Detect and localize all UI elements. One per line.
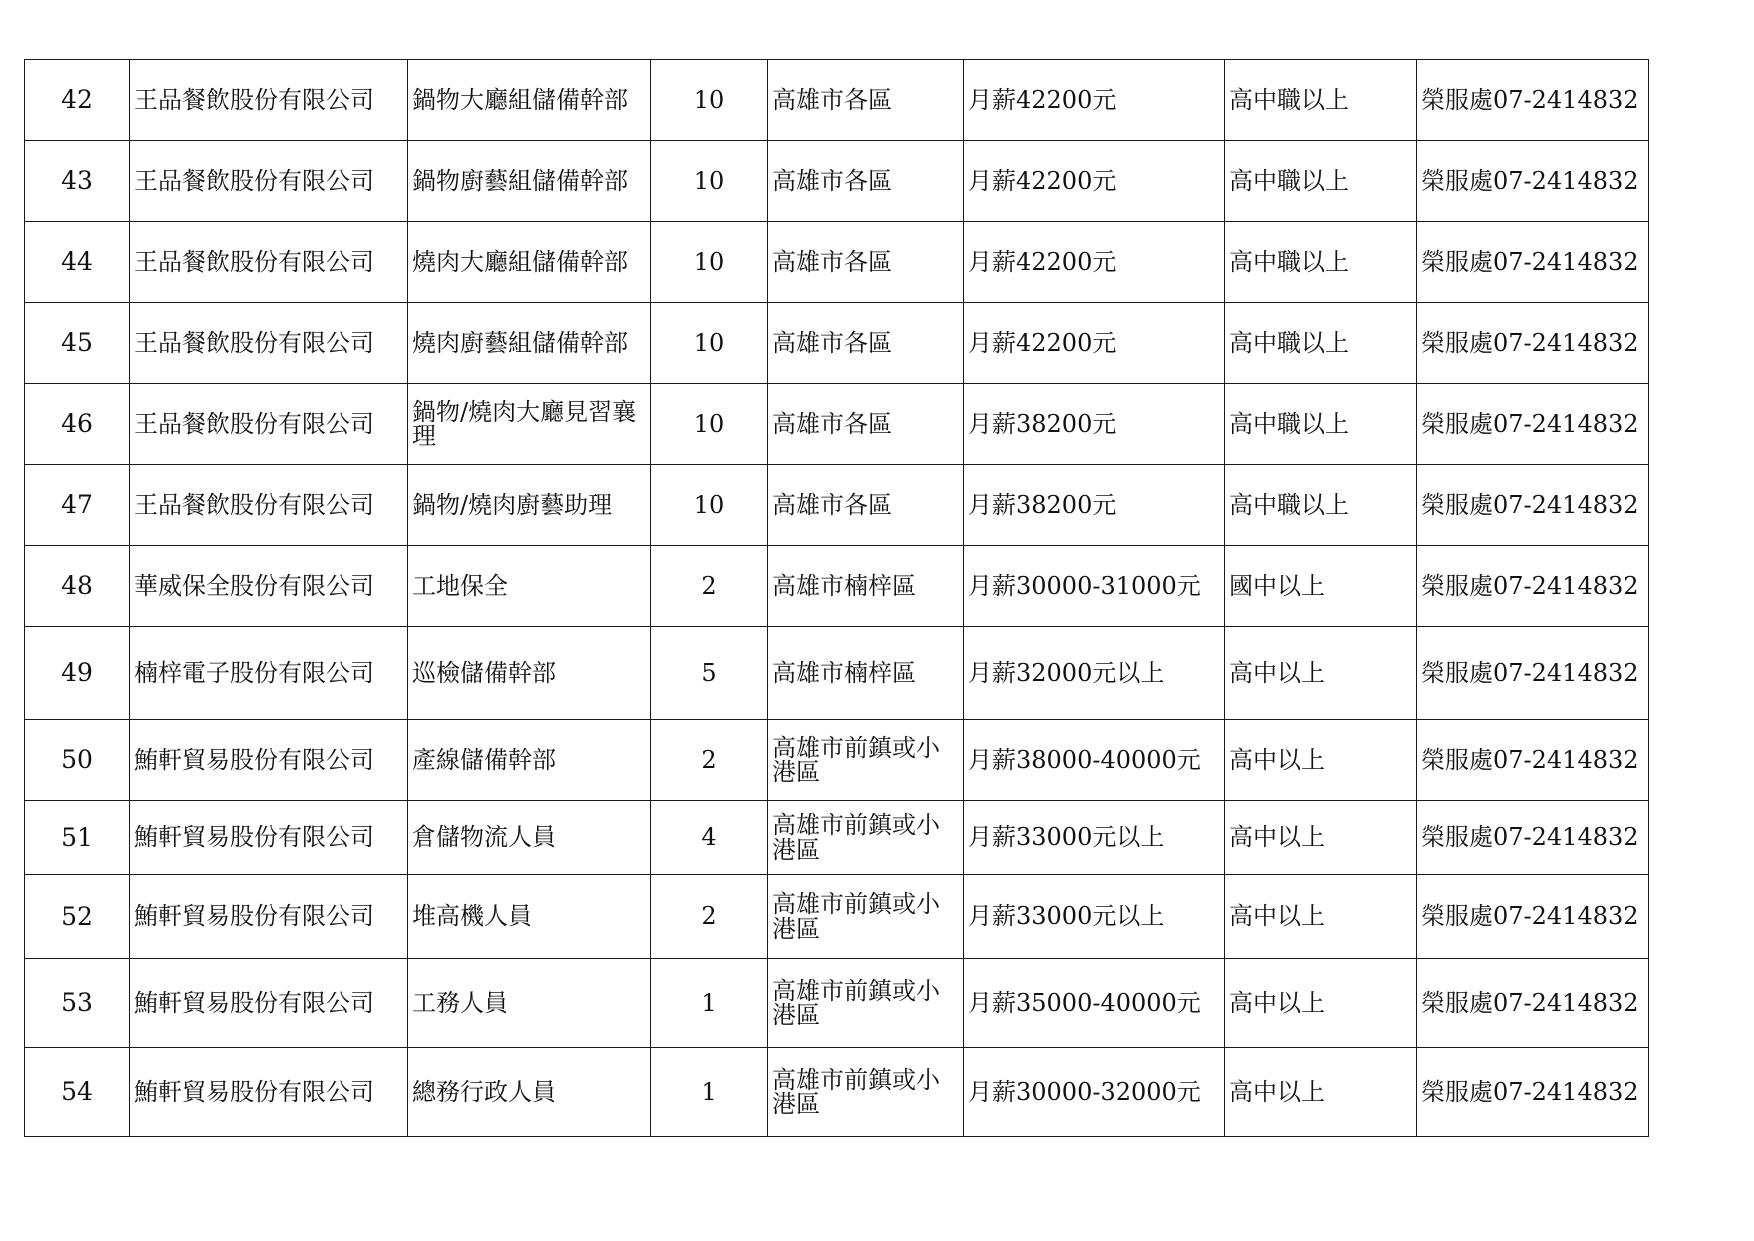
- table-body: [25, 60, 1649, 1137]
- contact-info: 榮服處07-2414832: [1417, 720, 1649, 801]
- table-row: [25, 303, 1649, 384]
- job-title: 工務人員: [408, 959, 651, 1048]
- salary: 月薪42200元: [964, 141, 1225, 222]
- table-row: [25, 60, 1649, 141]
- education-requirement: 高中職以上: [1225, 141, 1417, 222]
- salary: 月薪42200元: [964, 303, 1225, 384]
- row-number: 51: [25, 801, 130, 875]
- salary: 月薪42200元: [964, 60, 1225, 141]
- work-location: 高雄市楠梓區: [768, 546, 964, 627]
- opening-count: 10: [651, 141, 768, 222]
- row-number: 45: [25, 303, 130, 384]
- opening-count: 4: [651, 801, 768, 875]
- salary: 月薪38200元: [964, 384, 1225, 465]
- education-requirement: 國中以上: [1225, 546, 1417, 627]
- row-number: 53: [25, 959, 130, 1048]
- work-location: 高雄市前鎮或小港區: [768, 1048, 964, 1137]
- education-requirement: 高中以上: [1225, 1048, 1417, 1137]
- table-row: [25, 1048, 1649, 1137]
- salary: 月薪33000元以上: [964, 801, 1225, 875]
- education-requirement: 高中以上: [1225, 627, 1417, 720]
- work-location: 高雄市前鎮或小港區: [768, 720, 964, 801]
- company-name: 王品餐飲股份有限公司: [130, 303, 408, 384]
- job-title: 鍋物/燒肉廚藝助理: [408, 465, 651, 546]
- row-number: 42: [25, 60, 130, 141]
- education-requirement: 高中以上: [1225, 875, 1417, 959]
- work-location: 高雄市各區: [768, 222, 964, 303]
- contact-info: 榮服處07-2414832: [1417, 875, 1649, 959]
- salary: 月薪33000元以上: [964, 875, 1225, 959]
- table-row: [25, 546, 1649, 627]
- work-location: 高雄市各區: [768, 465, 964, 546]
- salary: 月薪42200元: [964, 222, 1225, 303]
- salary: 月薪38200元: [964, 465, 1225, 546]
- salary: 月薪30000-31000元: [964, 546, 1225, 627]
- education-requirement: 高中以上: [1225, 720, 1417, 801]
- row-number: 46: [25, 384, 130, 465]
- job-title: 燒肉廚藝組儲備幹部: [408, 303, 651, 384]
- work-location: 高雄市各區: [768, 141, 964, 222]
- contact-info: 榮服處07-2414832: [1417, 801, 1649, 875]
- contact-info: 榮服處07-2414832: [1417, 627, 1649, 720]
- row-number: 44: [25, 222, 130, 303]
- contact-info: 榮服處07-2414832: [1417, 303, 1649, 384]
- education-requirement: 高中職以上: [1225, 465, 1417, 546]
- education-requirement: 高中以上: [1225, 959, 1417, 1048]
- contact-info: 榮服處07-2414832: [1417, 465, 1649, 546]
- opening-count: 2: [651, 875, 768, 959]
- work-location: 高雄市各區: [768, 60, 964, 141]
- job-title: 工地保全: [408, 546, 651, 627]
- work-location: 高雄市前鎮或小港區: [768, 875, 964, 959]
- opening-count: 5: [651, 627, 768, 720]
- company-name: 楠梓電子股份有限公司: [130, 627, 408, 720]
- opening-count: 1: [651, 959, 768, 1048]
- work-location: 高雄市各區: [768, 303, 964, 384]
- table-row: [25, 465, 1649, 546]
- education-requirement: 高中職以上: [1225, 303, 1417, 384]
- job-title: 堆高機人員: [408, 875, 651, 959]
- row-number: 49: [25, 627, 130, 720]
- salary: 月薪38000-40000元: [964, 720, 1225, 801]
- opening-count: 10: [651, 465, 768, 546]
- job-title: 鍋物大廳組儲備幹部: [408, 60, 651, 141]
- company-name: 王品餐飲股份有限公司: [130, 222, 408, 303]
- opening-count: 1: [651, 1048, 768, 1137]
- row-number: 52: [25, 875, 130, 959]
- contact-info: 榮服處07-2414832: [1417, 384, 1649, 465]
- work-location: 高雄市楠梓區: [768, 627, 964, 720]
- salary: 月薪32000元以上: [964, 627, 1225, 720]
- row-number: 48: [25, 546, 130, 627]
- table-row: [25, 875, 1649, 959]
- education-requirement: 高中職以上: [1225, 60, 1417, 141]
- company-name: 王品餐飲股份有限公司: [130, 465, 408, 546]
- job-title: 燒肉大廳組儲備幹部: [408, 222, 651, 303]
- table-row: [25, 627, 1649, 720]
- table-row: [25, 222, 1649, 303]
- job-listing-table: [24, 59, 1649, 1137]
- job-title: 鍋物/燒肉大廳見習襄理: [408, 384, 651, 465]
- company-name: 鮪軒貿易股份有限公司: [130, 720, 408, 801]
- education-requirement: 高中職以上: [1225, 384, 1417, 465]
- table-row: [25, 959, 1649, 1048]
- job-title: 巡檢儲備幹部: [408, 627, 651, 720]
- salary: 月薪35000-40000元: [964, 959, 1225, 1048]
- company-name: 鮪軒貿易股份有限公司: [130, 801, 408, 875]
- contact-info: 榮服處07-2414832: [1417, 141, 1649, 222]
- company-name: 鮪軒貿易股份有限公司: [130, 959, 408, 1048]
- row-number: 54: [25, 1048, 130, 1137]
- row-number: 50: [25, 720, 130, 801]
- education-requirement: 高中職以上: [1225, 222, 1417, 303]
- contact-info: 榮服處07-2414832: [1417, 546, 1649, 627]
- opening-count: 10: [651, 222, 768, 303]
- row-number: 43: [25, 141, 130, 222]
- opening-count: 2: [651, 546, 768, 627]
- company-name: 鮪軒貿易股份有限公司: [130, 875, 408, 959]
- job-title: 總務行政人員: [408, 1048, 651, 1137]
- contact-info: 榮服處07-2414832: [1417, 222, 1649, 303]
- table-row: [25, 801, 1649, 875]
- row-number: 47: [25, 465, 130, 546]
- company-name: 華威保全股份有限公司: [130, 546, 408, 627]
- table-row: [25, 141, 1649, 222]
- contact-info: 榮服處07-2414832: [1417, 959, 1649, 1048]
- opening-count: 2: [651, 720, 768, 801]
- opening-count: 10: [651, 60, 768, 141]
- job-title: 產線儲備幹部: [408, 720, 651, 801]
- table-row: [25, 384, 1649, 465]
- company-name: 鮪軒貿易股份有限公司: [130, 1048, 408, 1137]
- job-title: 倉儲物流人員: [408, 801, 651, 875]
- salary: 月薪30000-32000元: [964, 1048, 1225, 1137]
- work-location: 高雄市前鎮或小港區: [768, 801, 964, 875]
- opening-count: 10: [651, 384, 768, 465]
- company-name: 王品餐飲股份有限公司: [130, 141, 408, 222]
- opening-count: 10: [651, 303, 768, 384]
- education-requirement: 高中以上: [1225, 801, 1417, 875]
- contact-info: 榮服處07-2414832: [1417, 60, 1649, 141]
- work-location: 高雄市前鎮或小港區: [768, 959, 964, 1048]
- table-row: [25, 720, 1649, 801]
- work-location: 高雄市各區: [768, 384, 964, 465]
- company-name: 王品餐飲股份有限公司: [130, 384, 408, 465]
- job-title: 鍋物廚藝組儲備幹部: [408, 141, 651, 222]
- company-name: 王品餐飲股份有限公司: [130, 60, 408, 141]
- contact-info: 榮服處07-2414832: [1417, 1048, 1649, 1137]
